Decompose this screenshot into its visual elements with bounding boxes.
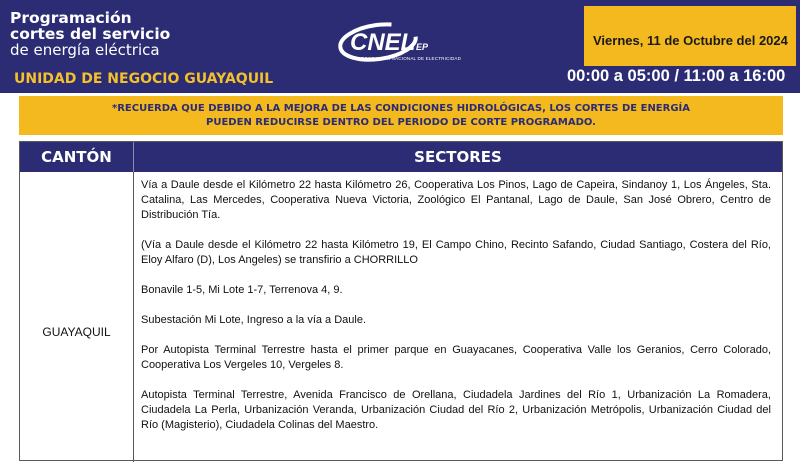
schedule-table (19, 141, 783, 461)
column-header-canton: CANTÓN (20, 142, 134, 172)
cnel-logo (330, 18, 470, 78)
title-line-3: de energía eléctrica (10, 41, 160, 59)
sector-paragraph: Vía a Daule desde el Kilómetro 22 hasta Kilómetro 26, Cooperativa Los Pinos, Lago de Capeira, Sindanoy 1, Los Ángeles, Sta. Catalina, Las Mercedes, Cooperativa Nueva Victoria, Zoológico El Pantanal, Lago de Daule, San José Obrero, Centro de Distribución Tía. (141, 179, 771, 221)
column-header-sectores: SECTORES (414, 148, 502, 166)
column-divider (133, 172, 134, 462)
cnel-logo-icon (330, 18, 470, 78)
sector-paragraph: Subestación Mi Lote, Ingreso a la vía a Daule. (141, 314, 367, 326)
notice-line-1: *RECUERDA QUE DEBIDO A LA MEJORA DE LAS CONDICIONES HIDROLÓGICAS, LOS CORTES DE ENERGÍA (111, 102, 691, 114)
canton-cell: GUAYAQUIL (42, 325, 111, 339)
notice-banner (19, 96, 783, 135)
notice-line-2: PUEDEN REDUCIRSE DENTRO DEL PERIODO DE CORTE PROGRAMADO. (206, 116, 596, 128)
title-line-1: Programación (10, 9, 132, 27)
table-header-row (20, 142, 782, 172)
program-title (10, 10, 170, 58)
sector-paragraph: Bonavile 1-5, Mi Lote 1-7, Terrenova 4, 9. (141, 284, 343, 296)
sector-paragraph: Autopista Terminal Terrestre, Avenida Francisco de Orellana, Ciudadela Jardines del Río 1, Urbanización La Romadera, Ciudadela La Perla, Urbanización Veranda, Urbanización Ciudad del Río 2, Urbanización Metrópolis, Urbanización Ciudad del Río (Magisterio), Ciudadela Colinas del Maestro. (141, 389, 771, 431)
logo-suffix: EP (416, 42, 429, 52)
sector-paragraph: Por Autopista Terminal Terrestre hasta el primer parque en Guayacanes, Cooperativa Valle los Geranios, Cerro Colorado, Cooperativa Los Vergeles 10, Vergeles 8. (141, 344, 771, 371)
outage-time-range: 00:00 a 05:00 / 11:00 a 16:00 (567, 67, 786, 85)
logo-subtitle: CORPORACIÓN NACIONAL DE ELECTRICIDAD (354, 56, 462, 61)
sectores-cell (141, 178, 771, 448)
title-line-2: cortes del servicio (10, 25, 171, 43)
business-unit-label: UNIDAD DE NEGOCIO GUAYAQUIL (14, 71, 274, 87)
outage-date: Viernes, 11 de Octubre del 2024 (593, 33, 788, 48)
sector-paragraph: (Vía a Daule desde el Kilómetro 22 hasta Kilómetro 19, El Campo Chino, Recinto Safando, Ciudad Santiago, Costera del Río, Eloy Alfaro (D), Los Angeles) se transfirio a CHORRILLO (141, 239, 771, 266)
logo-text: CNEL (350, 29, 416, 56)
